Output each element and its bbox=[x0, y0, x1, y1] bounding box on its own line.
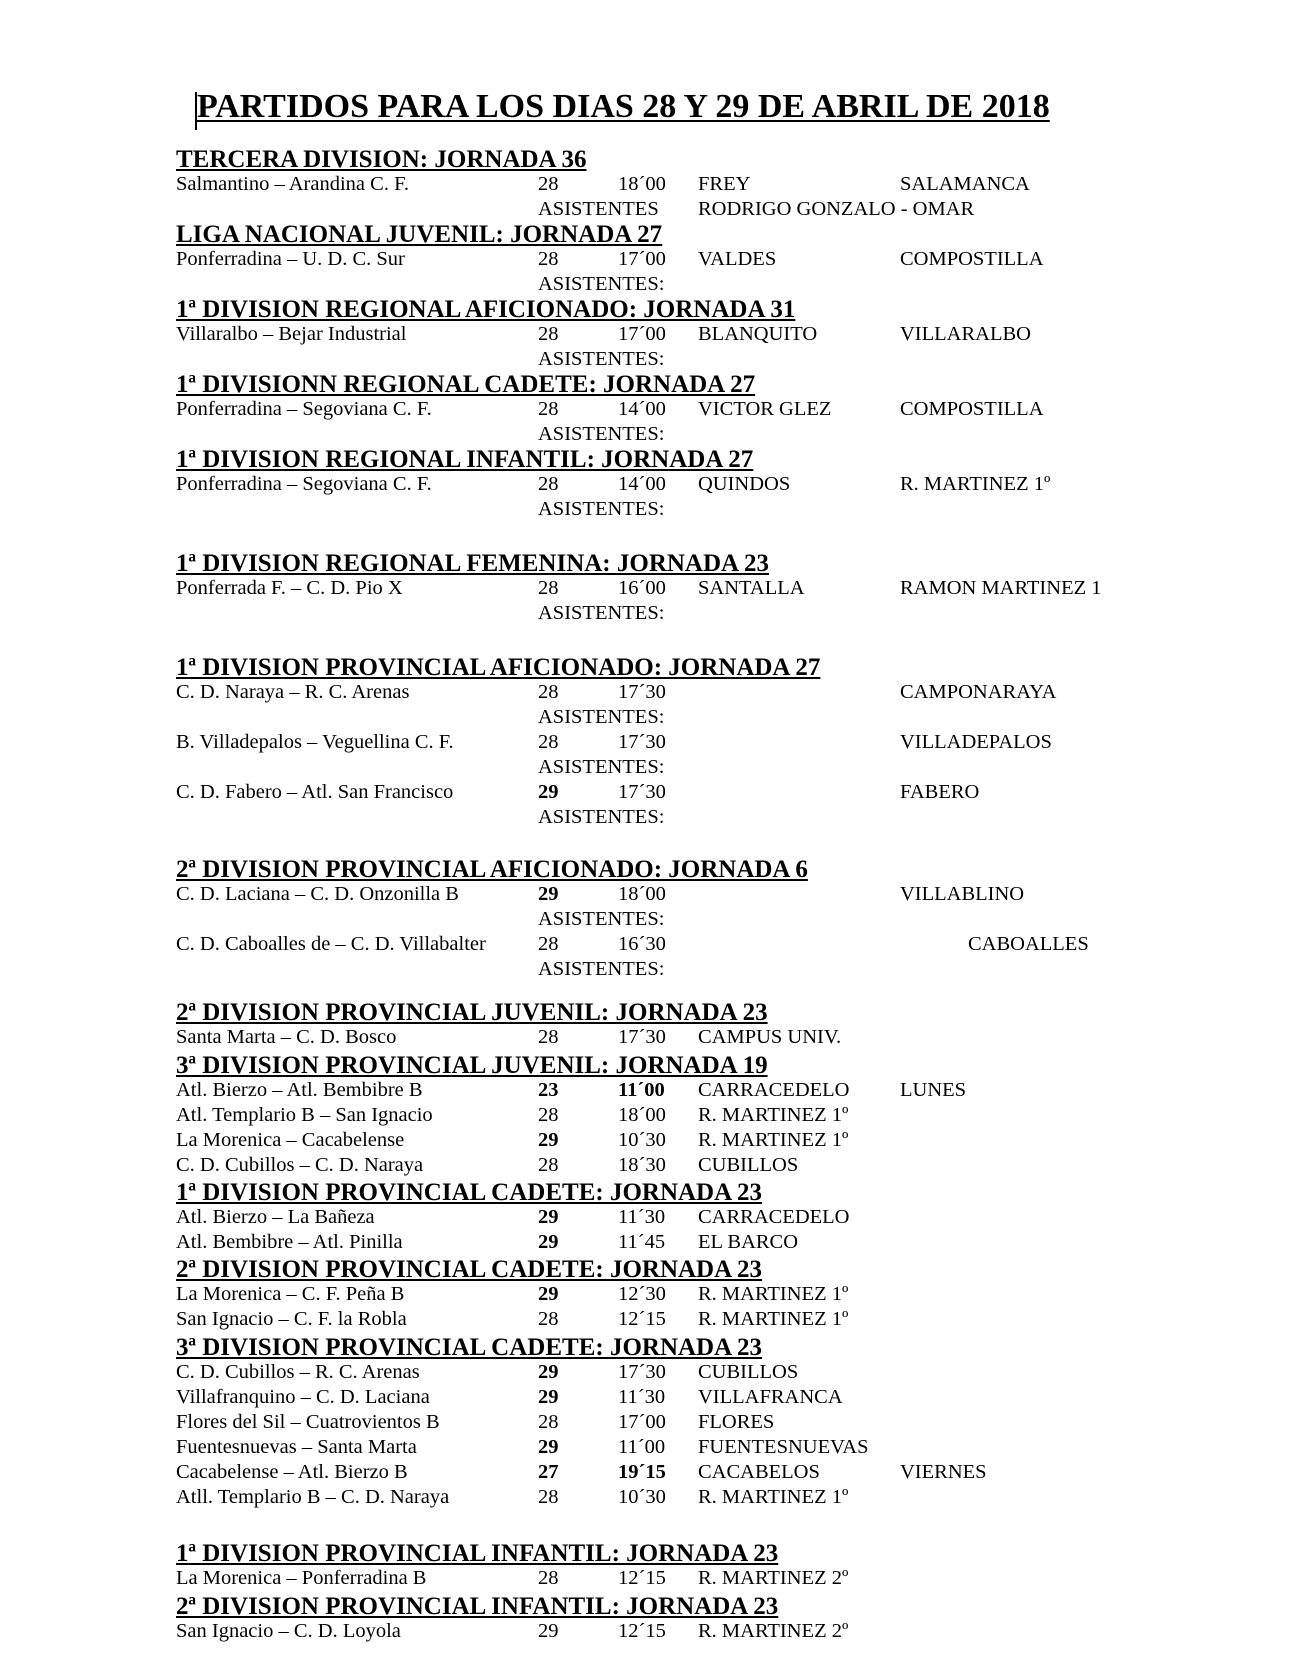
match-row bbox=[176, 1385, 1276, 1410]
match-teams: C. D. Cubillos – C. D. Naraya bbox=[176, 1154, 424, 1176]
match-teams: C. D. Caboalles de – C. D. Villabalter bbox=[176, 933, 486, 955]
match-referee: CARRACEDELO bbox=[698, 1079, 850, 1101]
section-heading: 2ª DIVISION PROVINCIAL CADETE: JORNADA 23 bbox=[176, 1256, 763, 1283]
match-row bbox=[176, 1435, 1276, 1460]
match-time: 17´30 bbox=[618, 781, 666, 803]
match-row bbox=[176, 1103, 1276, 1128]
assistants-row bbox=[176, 272, 1276, 297]
match-time: 12´30 bbox=[618, 1283, 666, 1305]
section-heading: 1ª DIVISION PROVINCIAL AFICIONADO: JORNADA 27 bbox=[176, 654, 821, 681]
match-place: VILLABLINO bbox=[900, 883, 1025, 905]
match-teams: San Ignacio – C. D. Loyola bbox=[176, 1620, 401, 1642]
match-referee: R. MARTINEZ 1º bbox=[698, 1129, 849, 1151]
match-referee: EL BARCO bbox=[698, 1231, 799, 1253]
assistants-row bbox=[176, 422, 1276, 447]
match-place: CAMPONARAYA bbox=[900, 681, 1057, 703]
assistants-row bbox=[176, 805, 1276, 830]
match-teams: Ponferradina – Segoviana C. F. bbox=[176, 473, 432, 495]
match-referee: R. MARTINEZ 1º bbox=[698, 1104, 849, 1126]
match-teams: Villafranquino – C. D. Laciana bbox=[176, 1386, 430, 1408]
section-heading: 1ª DIVISIONN REGIONAL CADETE: JORNADA 27 bbox=[176, 371, 756, 398]
match-day: 28 bbox=[538, 1154, 559, 1176]
match-row bbox=[176, 1566, 1276, 1591]
section-heading: 1ª DIVISION REGIONAL INFANTIL: JORNADA 27 bbox=[176, 446, 754, 473]
section-3-provincial-cadete bbox=[176, 1335, 1276, 1510]
match-referee: BLANQUITO bbox=[698, 323, 818, 345]
match-teams: C. D. Cubillos – R. C. Arenas bbox=[176, 1361, 420, 1383]
match-row bbox=[176, 576, 1276, 601]
match-day: 28 bbox=[538, 1026, 559, 1048]
match-teams: La Morenica – Ponferradina B bbox=[176, 1567, 427, 1589]
match-day: 28 bbox=[538, 681, 559, 703]
match-day: 28 bbox=[538, 323, 559, 345]
match-teams: San Ignacio – C. F. la Robla bbox=[176, 1308, 407, 1330]
match-row bbox=[176, 1460, 1276, 1485]
match-teams: C. D. Laciana – C. D. Onzonilla B bbox=[176, 883, 459, 905]
section-2-provincial-cadete bbox=[176, 1257, 1276, 1332]
match-day: 23 bbox=[538, 1079, 559, 1101]
match-place: VILLADEPALOS bbox=[900, 731, 1052, 753]
match-day: 29 bbox=[538, 1620, 559, 1642]
match-time: 17´30 bbox=[618, 681, 666, 703]
match-time: 11´00 bbox=[618, 1436, 666, 1458]
section-2-provincial-infantil bbox=[176, 1594, 1276, 1644]
match-referee: VICTOR GLEZ bbox=[698, 398, 832, 420]
match-day: 29 bbox=[538, 883, 559, 905]
match-referee: R. MARTINEZ 1º bbox=[698, 1308, 849, 1330]
match-place: CABOALLES bbox=[968, 933, 1089, 955]
match-referee: FLORES bbox=[698, 1411, 775, 1433]
match-teams: La Morenica – Cacabelense bbox=[176, 1129, 405, 1151]
match-time: 14´00 bbox=[618, 398, 666, 420]
match-row bbox=[176, 1307, 1276, 1332]
assistants-names: RODRIGO GONZALO - OMAR bbox=[698, 198, 975, 220]
match-day: 28 bbox=[538, 577, 559, 599]
match-time: 17´00 bbox=[618, 1411, 666, 1433]
match-row bbox=[176, 1619, 1276, 1644]
assistants-row bbox=[176, 705, 1276, 730]
assistants-label: ASISTENTES: bbox=[538, 498, 665, 520]
match-row bbox=[176, 932, 1276, 957]
section-heading: TERCERA DIVISION: JORNADA 36 bbox=[176, 146, 587, 173]
assistants-row bbox=[176, 907, 1276, 932]
assistants-label: ASISTENTES: bbox=[538, 958, 665, 980]
match-row bbox=[176, 1410, 1276, 1435]
match-row bbox=[176, 1485, 1276, 1510]
assistants-label: ASISTENTES: bbox=[538, 273, 665, 295]
match-referee: SANTALLA bbox=[698, 577, 805, 599]
match-teams: C. D. Naraya – R. C. Arenas bbox=[176, 681, 410, 703]
match-row bbox=[176, 1205, 1276, 1230]
match-teams: Atl. Bierzo – La Bañeza bbox=[176, 1206, 375, 1228]
match-day: 29 bbox=[538, 1283, 559, 1305]
match-row bbox=[176, 472, 1276, 497]
match-day: 28 bbox=[538, 398, 559, 420]
match-teams: La Morenica – C. F. Peña B bbox=[176, 1283, 405, 1305]
match-row bbox=[176, 1282, 1276, 1307]
section-heading: 3ª DIVISION PROVINCIAL JUVENIL: JORNADA 19 bbox=[176, 1052, 768, 1079]
assistants-label: ASISTENTES: bbox=[538, 348, 665, 370]
assistants-label: ASISTENTES bbox=[538, 198, 659, 220]
section-1-regional-femenina bbox=[176, 551, 1276, 626]
match-place: COMPOSTILLA bbox=[900, 248, 1044, 270]
match-row bbox=[176, 780, 1276, 805]
section-heading: LIGA NACIONAL JUVENIL: JORNADA 27 bbox=[176, 221, 663, 248]
section-liga-nacional-juvenil bbox=[176, 222, 1276, 297]
assistants-row bbox=[176, 347, 1276, 372]
match-row bbox=[176, 322, 1276, 347]
match-time: 11´45 bbox=[618, 1231, 666, 1253]
match-teams: B. Villadepalos – Veguellina C. F. bbox=[176, 731, 454, 753]
match-day: 27 bbox=[538, 1461, 559, 1483]
match-day: 29 bbox=[538, 1129, 559, 1151]
match-row bbox=[176, 680, 1276, 705]
match-time: 17´00 bbox=[618, 248, 666, 270]
match-referee: VALDES bbox=[698, 248, 777, 270]
section-tercera-division bbox=[176, 147, 1276, 222]
section-2-provincial-juvenil bbox=[176, 1000, 1276, 1050]
section-heading: 1ª DIVISION PROVINCIAL INFANTIL: JORNADA 23 bbox=[176, 1540, 779, 1567]
page-title: PARTIDOS PARA LOS DIAS 28 Y 29 DE ABRIL DE 2018 bbox=[197, 88, 1050, 125]
match-day: 28 bbox=[538, 1411, 559, 1433]
match-teams: Ponferradina – Segoviana C. F. bbox=[176, 398, 432, 420]
match-teams: Santa Marta – C. D. Bosco bbox=[176, 1026, 397, 1048]
match-time: 18´00 bbox=[618, 883, 666, 905]
match-place: VILLARALBO bbox=[900, 323, 1031, 345]
match-time: 17´30 bbox=[618, 1026, 666, 1048]
assistants-label: ASISTENTES: bbox=[538, 602, 665, 624]
match-place: RAMON MARTINEZ 1 bbox=[900, 577, 1102, 599]
match-time: 17´30 bbox=[618, 731, 666, 753]
match-referee: CUBILLOS bbox=[698, 1361, 799, 1383]
section-heading: 1ª DIVISION REGIONAL FEMENINA: JORNADA 23 bbox=[176, 550, 769, 577]
section-heading: 1ª DIVISION REGIONAL AFICIONADO: JORNADA 31 bbox=[176, 296, 796, 323]
assistants-label: ASISTENTES: bbox=[538, 423, 665, 445]
match-day: 29 bbox=[538, 781, 559, 803]
match-time: 18´00 bbox=[618, 1104, 666, 1126]
match-time: 10´30 bbox=[618, 1129, 666, 1151]
match-referee: R. MARTINEZ 1º bbox=[698, 1486, 849, 1508]
match-teams: Fuentesnuevas – Santa Marta bbox=[176, 1436, 417, 1458]
section-1-provincial-aficionado bbox=[176, 655, 1276, 830]
match-place: LUNES bbox=[900, 1079, 967, 1101]
match-referee: R. MARTINEZ 2º bbox=[698, 1567, 849, 1589]
section-1-provincial-infantil bbox=[176, 1541, 1276, 1591]
assistants-row bbox=[176, 755, 1276, 780]
assistants-row bbox=[176, 497, 1276, 522]
match-teams: Atl. Bembibre – Atl. Pinilla bbox=[176, 1231, 403, 1253]
section-heading: 2ª DIVISION PROVINCIAL AFICIONADO: JORNADA 6 bbox=[176, 856, 808, 883]
assistants-label: ASISTENTES: bbox=[538, 908, 665, 930]
match-day: 28 bbox=[538, 1308, 559, 1330]
match-row bbox=[176, 1078, 1276, 1103]
assistants-label: ASISTENTES: bbox=[538, 756, 665, 778]
match-time: 11´30 bbox=[618, 1206, 666, 1228]
match-row bbox=[176, 882, 1276, 907]
match-time: 12´15 bbox=[618, 1620, 666, 1642]
section-heading: 1ª DIVISION PROVINCIAL CADETE: JORNADA 23 bbox=[176, 1179, 763, 1206]
assistants-row bbox=[176, 197, 1276, 222]
section-3-provincial-juvenil bbox=[176, 1053, 1276, 1178]
match-day: 28 bbox=[538, 1104, 559, 1126]
match-teams: Ponferrada F. – C. D. Pio X bbox=[176, 577, 403, 599]
match-referee: CUBILLOS bbox=[698, 1154, 799, 1176]
assistants-label: ASISTENTES: bbox=[538, 806, 665, 828]
match-row bbox=[176, 1025, 1276, 1050]
match-time: 11´30 bbox=[618, 1386, 666, 1408]
match-referee: FREY bbox=[698, 173, 751, 195]
match-teams: C. D. Fabero – Atl. San Francisco bbox=[176, 781, 454, 803]
section-1-regional-infantil bbox=[176, 447, 1276, 522]
match-referee: CAMPUS UNIV. bbox=[698, 1026, 842, 1048]
match-day: 28 bbox=[538, 173, 559, 195]
match-time: 19´15 bbox=[618, 1461, 666, 1483]
match-teams: Ponferradina – U. D. C. Sur bbox=[176, 248, 405, 270]
match-teams: Cacabelense – Atl. Bierzo B bbox=[176, 1461, 408, 1483]
match-place: FABERO bbox=[900, 781, 980, 803]
section-heading: 2ª DIVISION PROVINCIAL INFANTIL: JORNADA 23 bbox=[176, 1593, 779, 1620]
match-day: 28 bbox=[538, 731, 559, 753]
match-place: VIERNES bbox=[900, 1461, 987, 1483]
section-2-provincial-aficionado bbox=[176, 857, 1276, 982]
match-place: SALAMANCA bbox=[900, 173, 1030, 195]
match-day: 29 bbox=[538, 1206, 559, 1228]
match-row bbox=[176, 1230, 1276, 1255]
match-time: 17´30 bbox=[618, 1361, 666, 1383]
match-teams: Villaralbo – Bejar Industrial bbox=[176, 323, 407, 345]
assistants-row bbox=[176, 601, 1276, 626]
assistants-label: ASISTENTES: bbox=[538, 706, 665, 728]
match-day: 29 bbox=[538, 1386, 559, 1408]
match-time: 12´15 bbox=[618, 1308, 666, 1330]
section-1-regional-aficionado bbox=[176, 297, 1276, 372]
match-row bbox=[176, 1128, 1276, 1153]
match-place: R. MARTINEZ 1º bbox=[900, 473, 1051, 495]
assistants-row bbox=[176, 957, 1276, 982]
match-day: 28 bbox=[538, 248, 559, 270]
match-teams: Atl. Templario B – San Ignacio bbox=[176, 1104, 433, 1126]
match-day: 28 bbox=[538, 473, 559, 495]
match-time: 10´30 bbox=[618, 1486, 666, 1508]
match-referee: R. MARTINEZ 2º bbox=[698, 1620, 849, 1642]
match-day: 28 bbox=[538, 1486, 559, 1508]
match-row bbox=[176, 172, 1276, 197]
match-day: 28 bbox=[538, 1567, 559, 1589]
match-time: 18´30 bbox=[618, 1154, 666, 1176]
match-time: 18´00 bbox=[618, 173, 666, 195]
match-row bbox=[176, 1153, 1276, 1178]
match-day: 29 bbox=[538, 1231, 559, 1253]
match-row bbox=[176, 397, 1276, 422]
section-1-regional-cadete bbox=[176, 372, 1276, 447]
match-teams: Atll. Templario B – C. D. Naraya bbox=[176, 1486, 450, 1508]
match-referee: R. MARTINEZ 1º bbox=[698, 1283, 849, 1305]
match-time: 17´00 bbox=[618, 323, 666, 345]
match-referee: CARRACEDELO bbox=[698, 1206, 850, 1228]
section-heading: 2ª DIVISION PROVINCIAL JUVENIL: JORNADA 23 bbox=[176, 999, 768, 1026]
match-time: 12´15 bbox=[618, 1567, 666, 1589]
match-day: 29 bbox=[538, 1436, 559, 1458]
match-row bbox=[176, 1360, 1276, 1385]
match-teams: Flores del Sil – Cuatrovientos B bbox=[176, 1411, 440, 1433]
match-time: 14´00 bbox=[618, 473, 666, 495]
section-heading: 3ª DIVISION PROVINCIAL CADETE: JORNADA 23 bbox=[176, 1334, 763, 1361]
match-place: COMPOSTILLA bbox=[900, 398, 1044, 420]
match-row bbox=[176, 730, 1276, 755]
match-time: 16´30 bbox=[618, 933, 666, 955]
match-referee: CACABELOS bbox=[698, 1461, 820, 1483]
match-day: 29 bbox=[538, 1361, 559, 1383]
match-referee: FUENTESNUEVAS bbox=[698, 1436, 869, 1458]
section-1-provincial-cadete bbox=[176, 1180, 1276, 1255]
match-time: 16´00 bbox=[618, 577, 666, 599]
match-time: 11´00 bbox=[618, 1079, 665, 1101]
match-referee: VILLAFRANCA bbox=[698, 1386, 843, 1408]
match-day: 28 bbox=[538, 933, 559, 955]
match-teams: Atl. Bierzo – Atl. Bembibre B bbox=[176, 1079, 423, 1101]
match-teams: Salmantino – Arandina C. F. bbox=[176, 173, 409, 195]
match-row bbox=[176, 247, 1276, 272]
match-referee: QUINDOS bbox=[698, 473, 791, 495]
